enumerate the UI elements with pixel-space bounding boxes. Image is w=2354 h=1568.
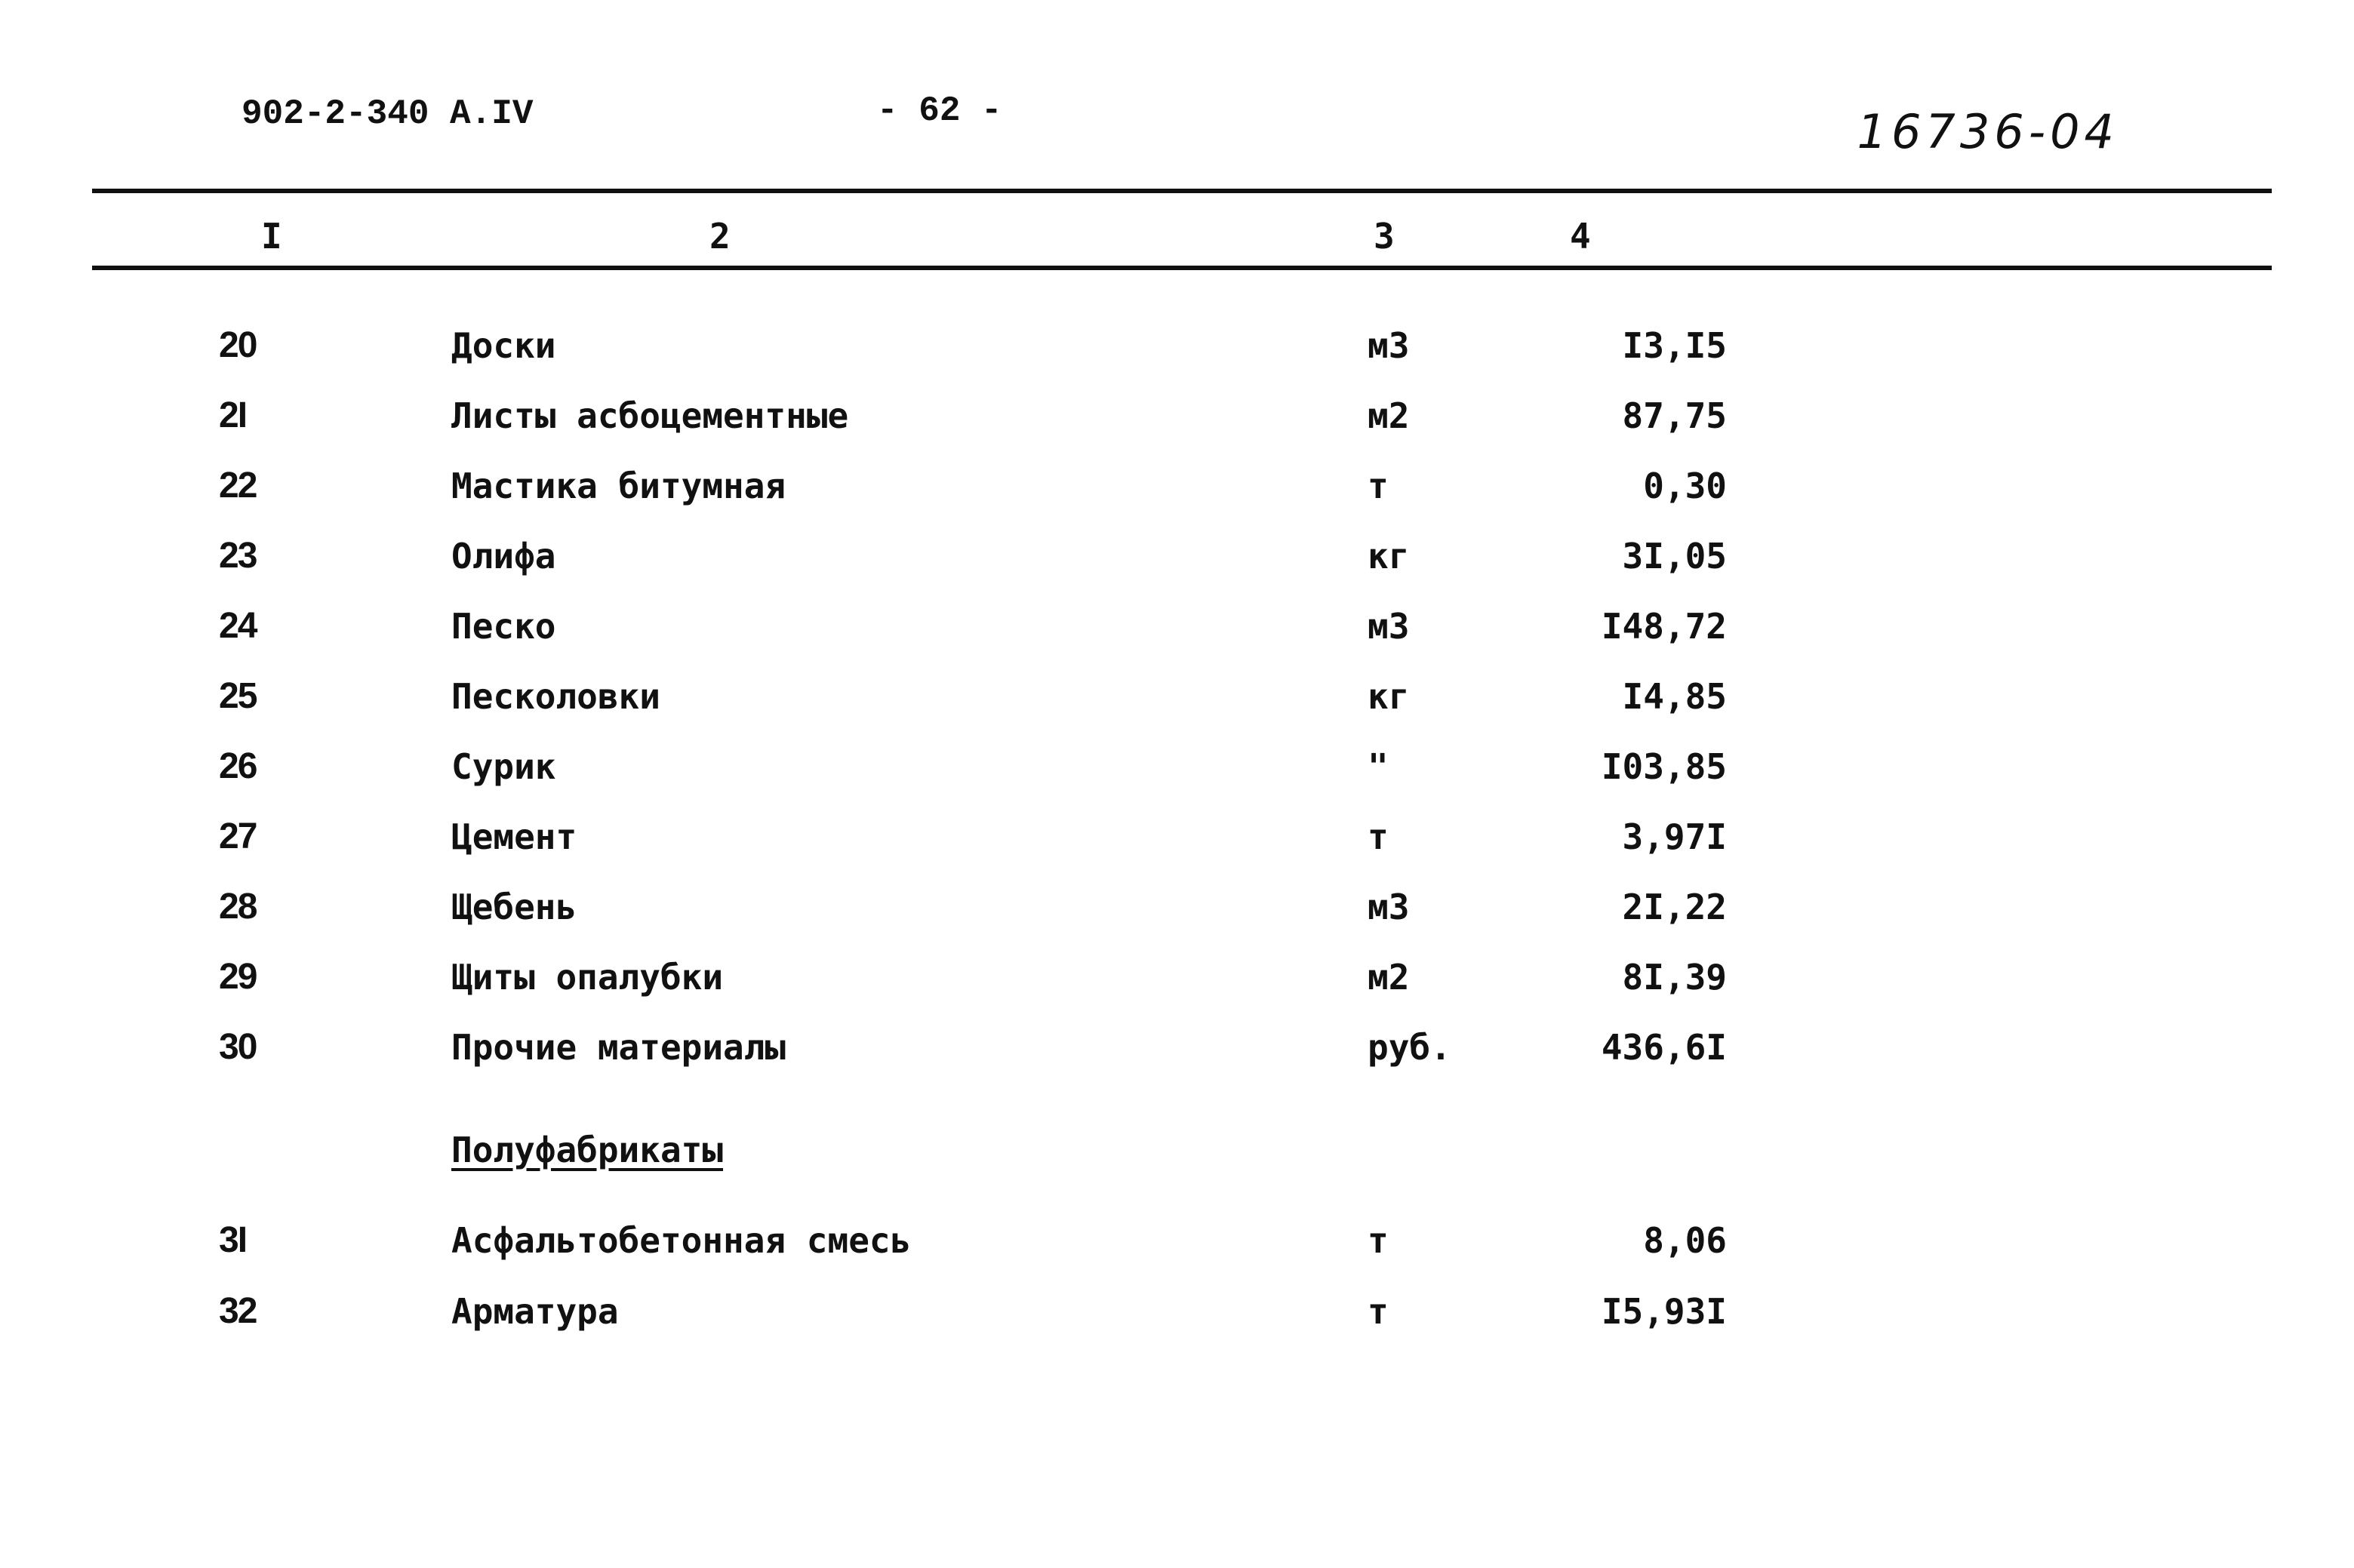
row-quantity: 3,97I <box>1622 816 1727 857</box>
row-unit: кг <box>1368 676 1410 717</box>
row-unit: т <box>1368 1220 1389 1261</box>
row-unit: " <box>1368 746 1389 787</box>
table-row <box>0 744 2354 789</box>
row-name: Асфальтобетонная смесь <box>451 1220 912 1261</box>
column-header-2: 2 <box>709 216 731 257</box>
row-number: 25 <box>219 676 257 716</box>
column-header-1: I <box>261 216 282 257</box>
row-quantity: 3I,05 <box>1622 536 1727 576</box>
table-row <box>0 463 2354 509</box>
row-number: 29 <box>219 957 257 997</box>
row-name: Песко <box>451 606 556 647</box>
row-number: 22 <box>219 466 257 506</box>
row-quantity: I4,85 <box>1622 676 1727 717</box>
row-quantity: I3,I5 <box>1622 325 1727 366</box>
row-name: Сурик <box>451 746 556 787</box>
row-number: 32 <box>219 1291 257 1331</box>
column-header-3: 3 <box>1374 216 1395 257</box>
row-quantity: 2I,22 <box>1622 887 1727 927</box>
page-number: - 62 - <box>877 91 1002 131</box>
row-name: Мастика битумная <box>451 466 786 506</box>
row-unit: м3 <box>1368 887 1410 927</box>
table-row <box>0 604 2354 649</box>
row-number: 2I <box>219 395 247 435</box>
row-unit: кг <box>1368 536 1410 576</box>
table-row <box>0 884 2354 930</box>
table-row <box>0 674 2354 719</box>
row-unit: м2 <box>1368 395 1410 436</box>
row-quantity: 87,75 <box>1622 395 1727 436</box>
row-name: Олифа <box>451 536 556 576</box>
row-unit: м3 <box>1368 606 1410 647</box>
row-unit: м3 <box>1368 325 1410 366</box>
row-number: 28 <box>219 887 257 927</box>
row-number: 3I <box>219 1220 247 1260</box>
row-quantity: 8,06 <box>1643 1220 1727 1261</box>
row-name: Арматура <box>451 1291 619 1332</box>
row-number: 24 <box>219 606 257 646</box>
row-number: 30 <box>219 1027 257 1067</box>
row-quantity: 0,30 <box>1643 466 1727 506</box>
row-unit: т <box>1368 1291 1389 1332</box>
table-row <box>0 955 2354 1000</box>
row-name: Щиты опалубки <box>451 957 724 998</box>
table-row <box>0 393 2354 438</box>
row-number: 23 <box>219 536 257 576</box>
row-quantity: 8I,39 <box>1622 957 1727 998</box>
document-number: 16736-04 <box>1857 104 2119 159</box>
table-row <box>0 1025 2354 1070</box>
row-quantity: I03,85 <box>1601 746 1727 787</box>
table-row <box>0 1218 2354 1263</box>
row-unit: м2 <box>1368 957 1410 998</box>
row-name: Песколовки <box>451 676 660 717</box>
row-unit: т <box>1368 466 1389 506</box>
row-quantity: 436,6I <box>1601 1027 1727 1068</box>
row-name: Цемент <box>451 816 577 857</box>
row-number: 20 <box>219 325 257 365</box>
row-number: 27 <box>219 816 257 856</box>
table-row <box>0 1289 2354 1334</box>
table-row <box>0 814 2354 859</box>
table-row <box>0 323 2354 368</box>
row-name: Щебень <box>451 887 577 927</box>
row-name: Прочие материалы <box>451 1027 786 1068</box>
row-name: Доски <box>451 325 556 366</box>
document-code: 902-2-340 А.IV <box>242 94 534 134</box>
table-row <box>0 533 2354 579</box>
row-number: 26 <box>219 746 257 786</box>
row-name: Листы асбоцементные <box>451 395 849 436</box>
row-unit: руб. <box>1368 1027 1451 1068</box>
row-quantity: I48,72 <box>1601 606 1727 647</box>
row-unit: т <box>1368 816 1389 857</box>
section-title: Полуфабрикаты <box>451 1130 724 1170</box>
column-header-4: 4 <box>1570 216 1591 257</box>
row-quantity: I5,93I <box>1601 1291 1727 1332</box>
